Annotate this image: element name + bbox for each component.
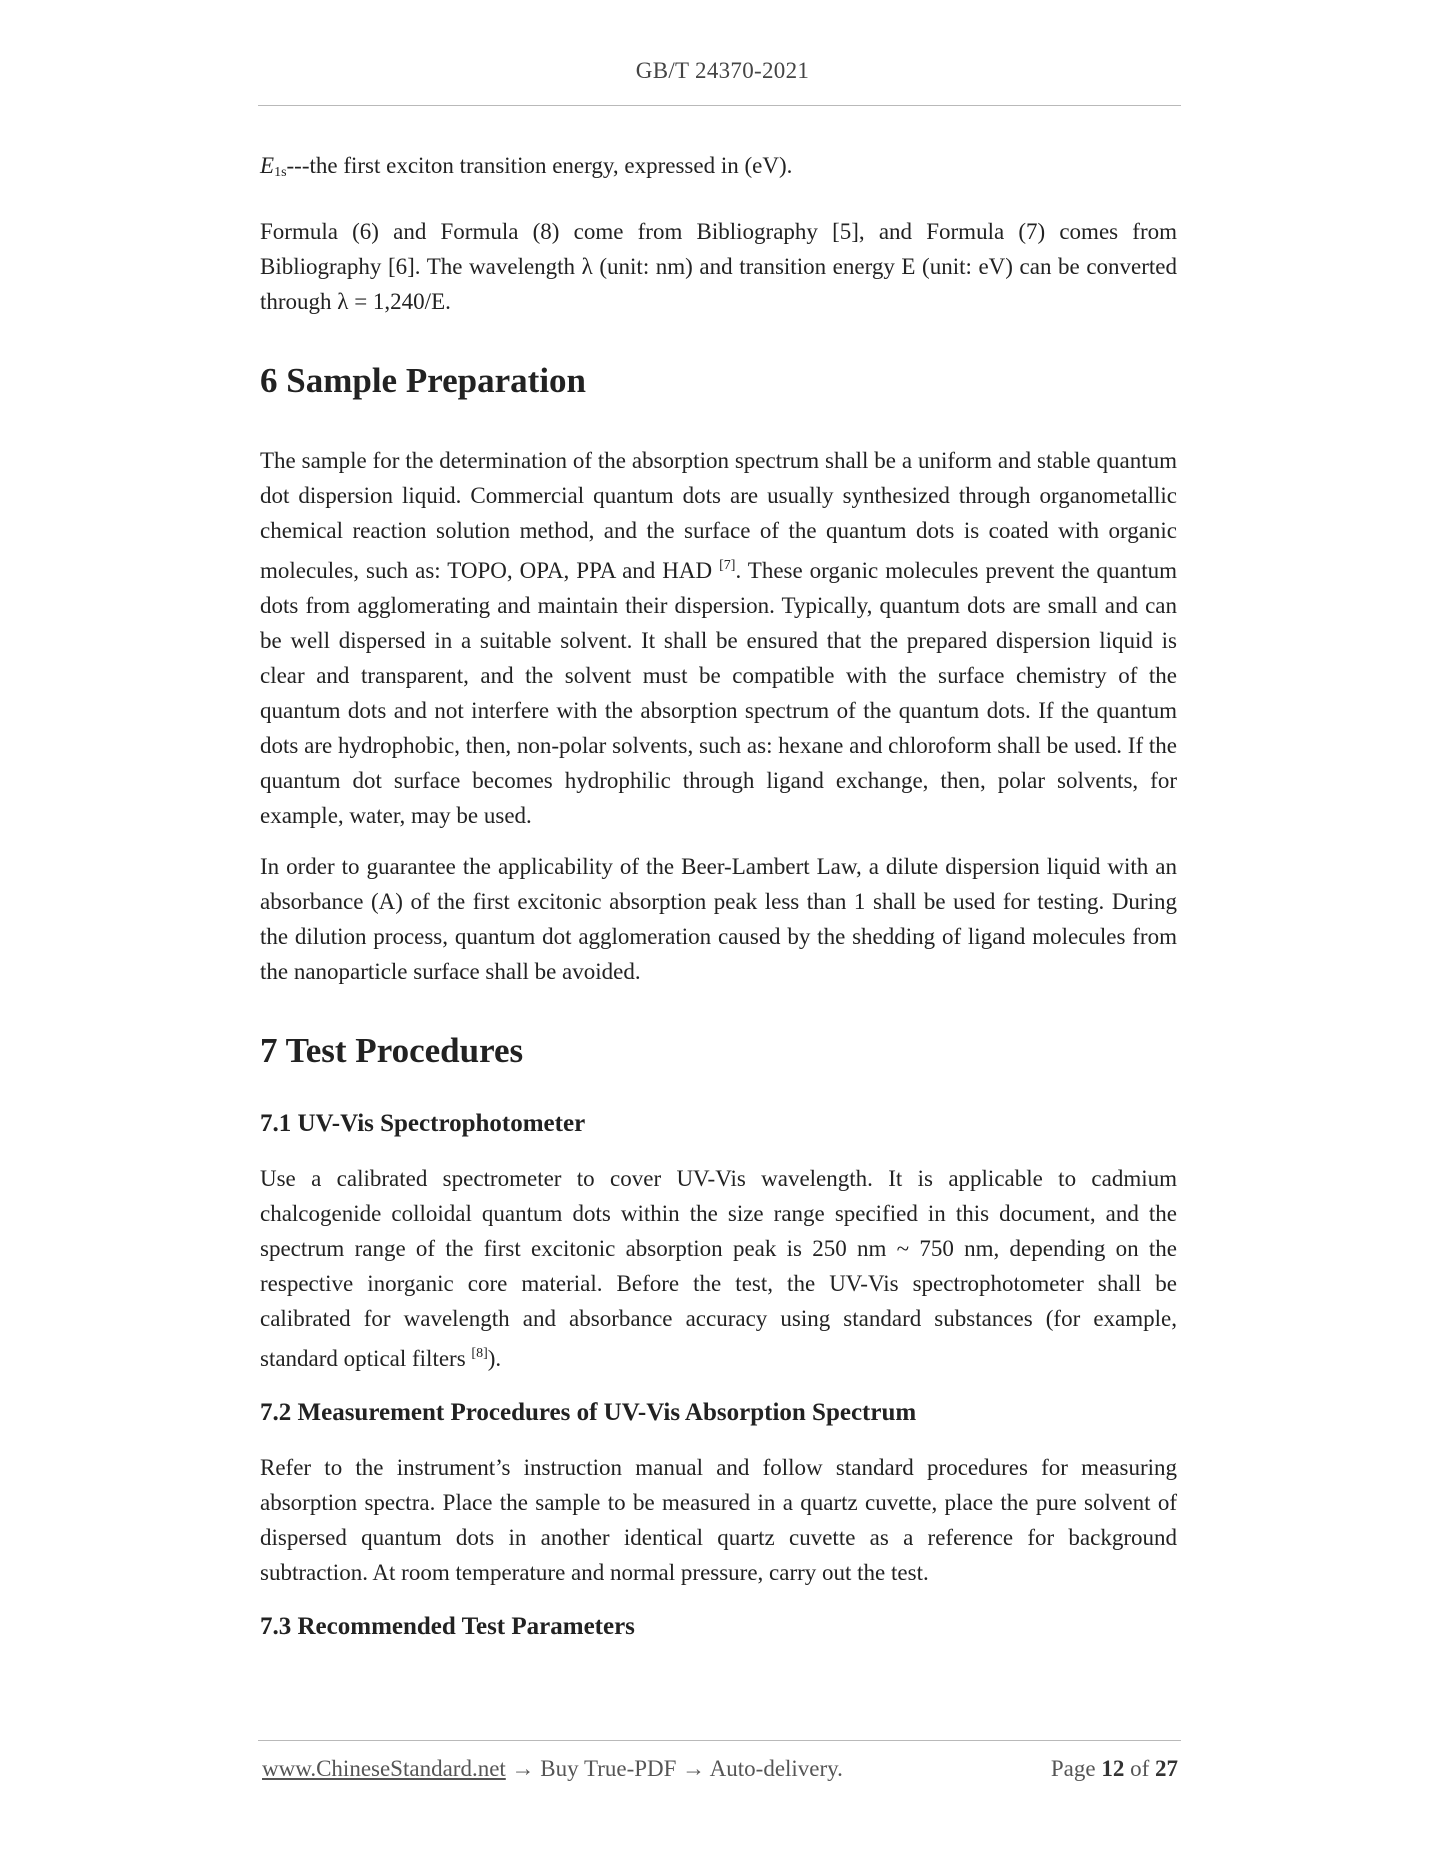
page-total: 27 [1155, 1756, 1178, 1781]
of-label: of [1124, 1756, 1155, 1781]
section-7-heading: 7 Test Procedures [260, 1031, 524, 1070]
promo-text: → Buy True-PDF → Auto-delivery. [505, 1756, 843, 1781]
site-link[interactable]: www.ChineseStandard.net [262, 1756, 506, 1781]
page-number: 12 [1101, 1756, 1125, 1781]
section-7-3-heading: 7.3 Recommended Test Parameters [260, 1613, 635, 1640]
spectrophotometer-text-b: ). [487, 1346, 502, 1371]
sample-prep-text-b: . These organic molecules prevent the quantum dots from agglomerating and maintain their dispersion. Typically, quantum dots are small and can be well dispersed in a suitable solvent. It shall be ensured that the prepared dispersion liquid is clear and transparent, and the solvent must be compatible with the surface chemistry of the quantum dots and not interfere with the absorption spectrum of the quantum dots. If the quantum dots are hydrophobic, then, non-polar solvents, such as: hexane and chloroform shall be used. If the quantum dot surface becomes hydrophilic through ligand exchange, then, polar solvents, for example, water, may be used. [260, 558, 1178, 828]
header-divider [258, 105, 1181, 106]
footer-promo [262, 1756, 843, 1781]
reference-7: [7] [719, 558, 736, 573]
definition-text: ---the first exciton transition energy, expressed in (eV). [286, 153, 793, 178]
energy-subscript: 1s [274, 165, 287, 180]
energy-symbol: E [260, 153, 275, 178]
reference-8: [8] [471, 1346, 488, 1361]
spectrophotometer-paragraph [260, 1161, 1177, 1376]
section-7-2-heading: 7.2 Measurement Procedures of UV-Vis Absorption Spectrum [260, 1399, 917, 1426]
sample-prep-paragraph-1 [260, 443, 1177, 833]
formula-source-paragraph: Formula (6) and Formula (8) come from Bibliography [5], and Formula (7) comes from Bibliography [6]. The wavelength λ (unit: nm) and transition energy E (unit: eV) can be converted through λ = 1,240/E. [260, 219, 1177, 314]
section-7-1-heading: 7.1 UV-Vis Spectrophotometer [260, 1110, 586, 1137]
sample-prep-text-a: The sample for the determination of the absorption spectrum shall be a uniform and stable quantum dot dispersion liquid. Commercial quantum dots are usually synthesized through organometallic chemical reaction solution method, and the surface of the quantum dots is coated with organic molecules, such as: TOPO, OPA, PPA and HAD [260, 448, 1177, 583]
definition-paragraph [260, 148, 1177, 190]
measurement-procedure-paragraph: Refer to the instrument’s instruction manual and follow standard procedures for measuring absorption spectra. Place the sample to be measured in a quartz cuvette, place the pure solvent of dispersed quantum dots in another identical quartz cuvette as a reference for background subtraction. At room temperature and normal pressure, carry out the test. [260, 1455, 1177, 1585]
sample-prep-paragraph-2: In order to guarantee the applicability of the Beer-Lambert Law, a dilute dispersion liquid with an absorbance (A) of the first excitonic absorption peak less than 1 shall be used for testing. During the dilution process, quantum dot agglomeration caused by the shedding of ligand molecules from the nanoparticle surface shall be avoided. [260, 854, 1177, 984]
document-header: GB/T 24370-2021 [635, 58, 810, 83]
page-label: Page [1050, 1756, 1102, 1781]
page-body [260, 148, 1177, 1644]
page-footer [262, 1756, 1180, 1782]
footer-divider [258, 1740, 1181, 1741]
spectrophotometer-text-a: Use a calibrated spectrometer to cover UV-Vis wavelength. It is applicable to cadmium chalcogenide colloidal quantum dots within the size range specified in this document, and the spectrum range of the first excitonic absorption peak is 250 nm ~ 750 nm, depending on the respective inorganic core material. Before the test, the UV-Vis spectrophotometer shall be calibrated for wavelength and absorbance accuracy using standard substances (for example, standard optical filters [260, 1166, 1177, 1371]
page-indicator [1051, 1756, 1178, 1782]
section-6-heading: 6 Sample Preparation [260, 361, 587, 400]
